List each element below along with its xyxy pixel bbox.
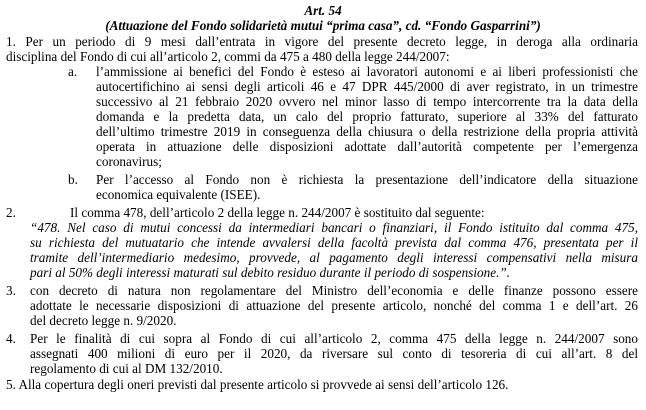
paragraph-2-quote-line-4: pari al 50% degli interessi maturati sul debito residuo durante il periodo di sospensione.”. [30,265,510,280]
paragraph-4-marker: 4. [6,331,16,346]
paragraph-4-line-1: Per le finalità di cui sopra al Fondo di cui all’articolo 2, comma 475 della legge n. 244/2007 sono [30,331,638,346]
paragraph-2-intro: Il comma 478, dell’articolo 2 della legge n. 244/2007 è sostituito dal seguente: [70,205,485,220]
item-a-line-2: autocertifichino ai sensi degli articoli 46 e 47 DPR 445/2000 di aver registrato, in un trimestre [96,79,638,94]
paragraph-3-marker: 3. [6,283,16,298]
paragraph-2-marker: 2. [6,205,16,220]
paragraph-5: 5. Alla copertura degli oneri previsti dal presente articolo si provvede ai sensi dell’articolo 126. [6,377,509,392]
item-a-line-5: dell’ultimo trimestre 2019 in conseguenza della chiusura o della restrizione della propria attività [96,124,638,139]
item-a-line-3: successivo al 21 febbraio 2020 ovvero nel minor lasso di tempo intercorrente tra la data della [96,94,638,109]
item-b-marker: b. [68,172,78,187]
paragraph-2-quote-line-2: su richiesta del mutuatario che intende avvalersi della facoltà prevista dal comma 476, presentata per il [30,235,638,250]
paragraph-2-quote-line-1: “478. Nel caso di mutui concessi da intermediari bancari o finanziari, il Fondo istituito dal comma 475, [30,220,638,235]
paragraph-3-line-2: adottate le necessarie disposizioni di attuazione del presente articolo, nonché del comma 1 e dell’art. 26 [30,298,638,313]
item-b-line-2: economica equivalente (ISEE). [96,187,261,202]
paragraph-2-quote-line-3: tramite dell’intermediario medesimo, provvede, al pagamento degli interessi compensativi nella misura [30,250,638,265]
paragraph-1-line-1: 1. Per un periodo di 9 mesi dall’entrata in vigore del presente decreto legge, in deroga alla ordinaria [6,34,638,49]
article-number: Art. 54 [304,3,342,18]
article-title: (Attuazione del Fondo solidarietà mutui “prima casa”, cd. “Fondo Gasparrini”) [105,18,541,33]
item-b-line-1: Per l’accesso al Fondo non è richiesta la presentazione dell’indicatore della situazione [96,172,638,187]
item-a-line-1: l’ammissione ai benefici del Fondo è esteso ai lavoratori autonomi e ai liberi professionisti che [96,64,638,79]
item-a-line-6: operata in attuazione delle disposizioni adottate dall’autorità competente per l’emergenza [96,139,638,154]
paragraph-3-line-1: con decreto di natura non regolamentare del Ministro dell’economia e delle finanze possono essere [30,283,638,298]
item-a-line-7: coronavirus; [96,154,162,169]
item-a-marker: a. [68,64,78,79]
paragraph-1-line-2: disciplina del Fondo di cui all’articolo 2, commi da 475 a 480 della legge 244/2007: [6,49,450,64]
paragraph-3-line-3: del decreto legge n. 9/2020. [30,313,177,328]
paragraph-4-line-2: assegnati 400 milioni di euro per il 2020, da riversare sul conto di tesoreria di cui all’art. 8 del [30,346,638,361]
paragraph-4-line-3: regolamento di cui al DM 132/2010. [30,361,223,376]
item-a-line-4: domanda e la predetta data, un calo del proprio fatturato, superiore al 33% del fatturato [96,109,638,124]
